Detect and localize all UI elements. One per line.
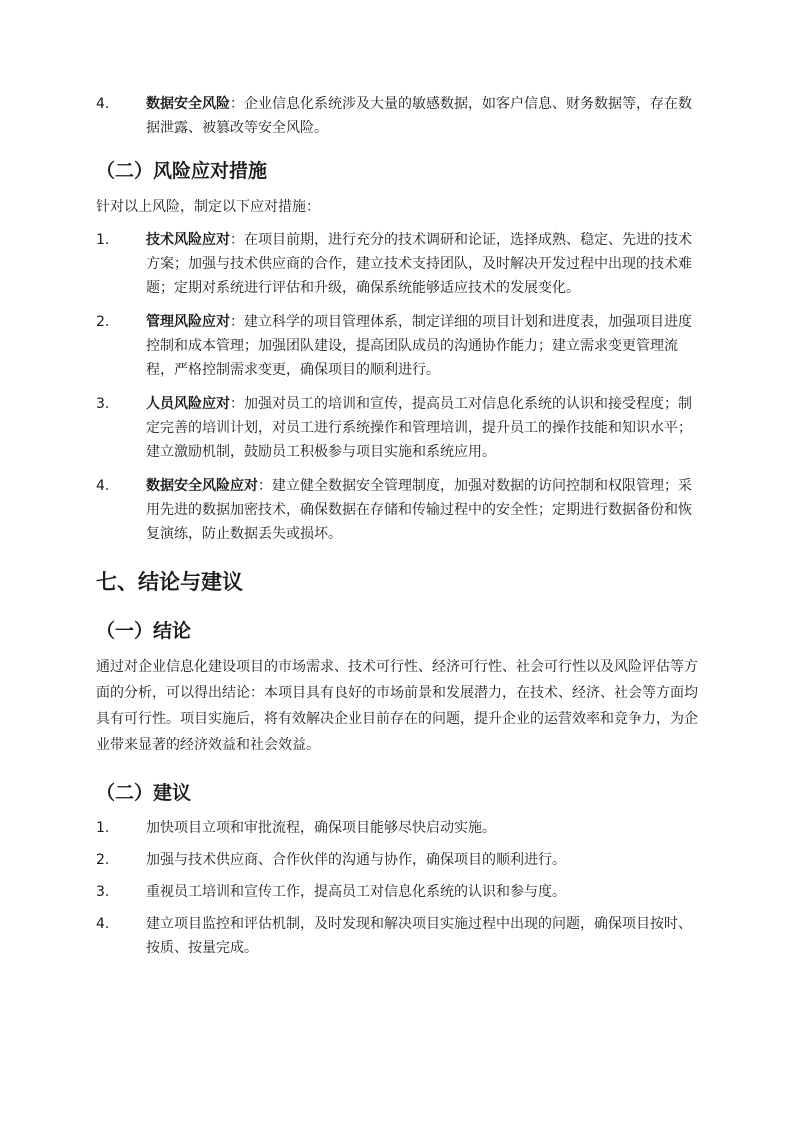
list-number: 3. [96,396,110,412]
list-text [146,392,700,464]
document-page [96,92,700,968]
item-title: 数据安全风险应对 [146,478,258,494]
list-item [96,474,700,546]
list-number: 1. [96,820,110,836]
suggestion-heading: （二）建议 [96,782,192,804]
conclusion-text: 通过对企业信息化建设项目的市场需求、技术可行性、经济可行性、社会可行性以及风险评估等方面的分析，可以得出结论：本项目具有良好的市场前景和发展潜力，在技术、经济、社会等方面均具有可行性。项目实施后，将有效解决企业目前存在的问题，提升企业的运营效率和竞争力，为企业带来显著的经济效益和社会效益。 [96,659,698,753]
list-item [96,310,700,382]
list-text: 加快项目立项和审批流程，确保项目能够尽快启动实施。 [146,820,496,836]
item-title: 人员风险应对 [146,396,230,412]
item-text: ：在项目前期，进行充分的技术调研和论证，选择成熟、稳定、先进的技术方案；加强与技术供应商的合作，建立技术支持团队，及时解决开发过程中出现的技术难题；定期对系统进行评估和升级，确保系统能够适应技术的发展变化。 [146,232,692,296]
list-item [96,392,700,464]
list-number: 4. [96,916,110,932]
section-heading: 七、结论与建议 [96,570,243,594]
measures-intro: 针对以上风险，制定以下应对措施： [96,199,320,215]
item-text: ：企业信息化系统涉及大量的敏感数据，如客户信息、财务数据等，存在数据泄露、被篡改等安全风险。 [146,96,692,136]
conclusion-heading: （一）结论 [96,620,192,642]
list-item [96,912,700,960]
list-text: 重视员工培训和宣传工作，提高员工对信息化系统的认识和参与度。 [146,884,566,900]
list-text [146,310,700,382]
list-item [96,228,700,300]
item-text: ：加强对员工的培训和宣传，提高员工对信息化系统的认识和接受程度；制定完善的培训计划，对员工进行系统操作和管理培训，提升员工的操作技能和知识水平；建立激励机制，鼓励员工积极参与项目实施和系统应用。 [146,396,692,460]
list-text [146,92,700,140]
list-item [96,848,700,872]
list-text: 加强与技术供应商、合作伙伴的沟通与协作，确保项目的顺利进行。 [146,852,566,868]
list-number: 2. [96,852,110,868]
list-item [96,880,700,904]
measures-heading: （二）风险应对措施 [96,160,268,182]
item-title: 数据安全风险 [146,96,230,112]
item-title: 技术风险应对 [146,232,230,248]
list-number: 4. [96,478,110,494]
item-title: 管理风险应对 [146,314,230,330]
list-number: 1. [96,232,110,248]
list-text [146,228,700,300]
item-text: ：建立健全数据安全管理制度，加强对数据的访问控制和权限管理；采用先进的数据加密技术，确保数据在存储和传输过程中的安全性；定期进行数据备份和恢复演练，防止数据丢失或损坏。 [146,478,692,542]
list-item [96,92,700,140]
item-text: ：建立科学的项目管理体系，制定详细的项目计划和进度表，加强项目进度控制和成本管理；加强团队建设，提高团队成员的沟通协作能力；建立需求变更管理流程，严格控制需求变更，确保项目的顺利进行。 [146,314,692,378]
list-number: 2. [96,314,110,330]
list-text: 建立项目监控和评估机制，及时发现和解决项目实施过程中出现的问题，确保项目按时、按质、按量完成。 [146,916,692,956]
list-number: 3. [96,884,110,900]
list-item [96,816,700,840]
list-number: 4. [96,96,110,112]
list-text [146,474,700,546]
